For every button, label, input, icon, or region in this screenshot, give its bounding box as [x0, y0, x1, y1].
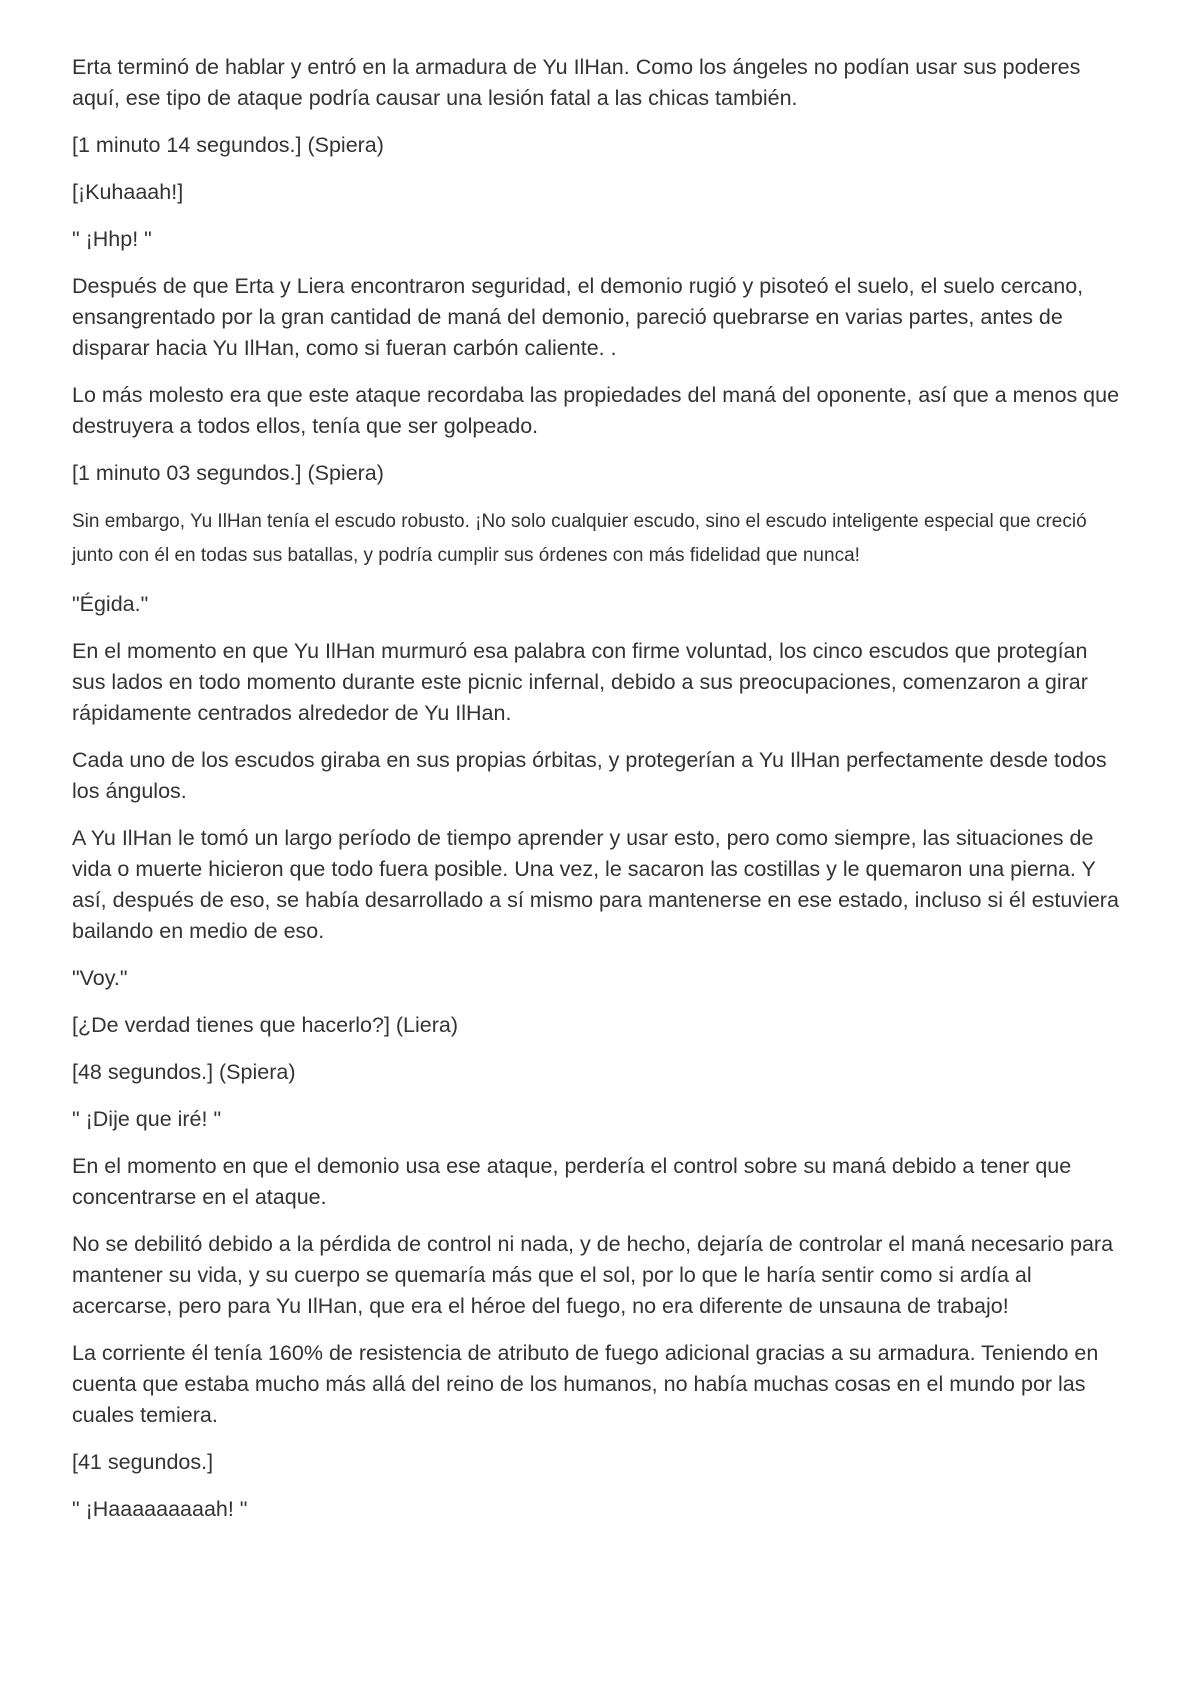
paragraph: No se debilitó debido a la pérdida de control ni nada, y de hecho, dejaría de controlar el maná necesario para mantener su vida, y su cuerpo se quemaría más que el sol, por lo que le haría sentir como si ardía al acercarse, pero para Yu IlHan, que era el héroe del fuego, no era diferente de unsauna de trabajo!	[72, 1232, 1114, 1318]
document-page	[72, 52, 1122, 1541]
paragraph: "Égida."	[72, 592, 149, 616]
paragraph: Después de que Erta y Liera encontraron seguridad, el demonio rugió y pisoteó el suelo, el suelo cercano, ensangrentado por la gran cantidad de maná del demonio, pareció quebrarse en varias partes, antes de disparar hacia Yu IlHan, como si fueran carbón caliente. .	[72, 274, 1084, 360]
paragraph: En el momento en que Yu IlHan murmuró esa palabra con firme voluntad, los cinco escudos que protegían sus lados en todo momento durante este picnic infernal, debido a sus preocupaciones, comenzaron a girar rápidamente centrados alrededor de Yu IlHan.	[72, 639, 1088, 725]
paragraph: Cada uno de los escudos giraba en sus propias órbitas, y protegerían a Yu IlHan perfectamente desde todos los ángulos.	[72, 748, 1107, 803]
paragraph: En el momento en que el demonio usa ese ataque, perdería el control sobre su maná debido a tener que concentrarse en el ataque.	[72, 1154, 1072, 1209]
paragraph: Sin embargo, Yu IlHan tenía el escudo robusto. ¡No solo cualquier escudo, sino el escudo inteligente especial que creció junto con él en todas sus batallas, y podría cumplir sus órdenes con más fidelidad que nunca!	[72, 511, 1087, 566]
paragraph: [¡Kuhaaah!]	[72, 180, 184, 204]
paragraph: [1 minuto 03 segundos.] (Spiera)	[72, 461, 384, 485]
paragraph: Erta terminó de hablar y entró en la armadura de Yu IlHan. Como los ángeles no podían usar sus poderes aquí, ese tipo de ataque podría causar una lesión fatal a las chicas también.	[72, 55, 1081, 110]
paragraph: [41 segundos.]	[72, 1450, 214, 1474]
paragraph: "Voy."	[72, 966, 128, 990]
paragraph: " ¡Hhp! "	[72, 227, 152, 251]
paragraph: [1 minuto 14 segundos.] (Spiera)	[72, 133, 384, 157]
paragraph: " ¡Haaaaaaaaah! "	[72, 1497, 248, 1521]
paragraph: [¿De verdad tienes que hacerlo?] (Liera)	[72, 1013, 459, 1037]
paragraph: A Yu IlHan le tomó un largo período de tiempo aprender y usar esto, pero como siempre, las situaciones de vida o muerte hicieron que todo fuera posible. Una vez, le sacaron las costillas y le quemaron una pierna. Y así, después de eso, se había desarrollado a sí mismo para mantenerse en ese estado, incluso si él estuviera bailando en medio de eso.	[72, 826, 1119, 943]
paragraph: La corriente él tenía 160% de resistencia de atributo de fuego adicional gracias a su armadura. Teniendo en cuenta que estaba mucho más allá del reino de los humanos, no había muchas cosas en el mundo por las cuales temiera.	[72, 1341, 1099, 1427]
paragraph: Lo más molesto era que este ataque recordaba las propiedades del maná del oponente, así que a menos que destruyera a todos ellos, tenía que ser golpeado.	[72, 383, 1120, 438]
paragraph: [48 segundos.] (Spiera)	[72, 1060, 296, 1084]
paragraph: " ¡Dije que iré! "	[72, 1107, 222, 1131]
